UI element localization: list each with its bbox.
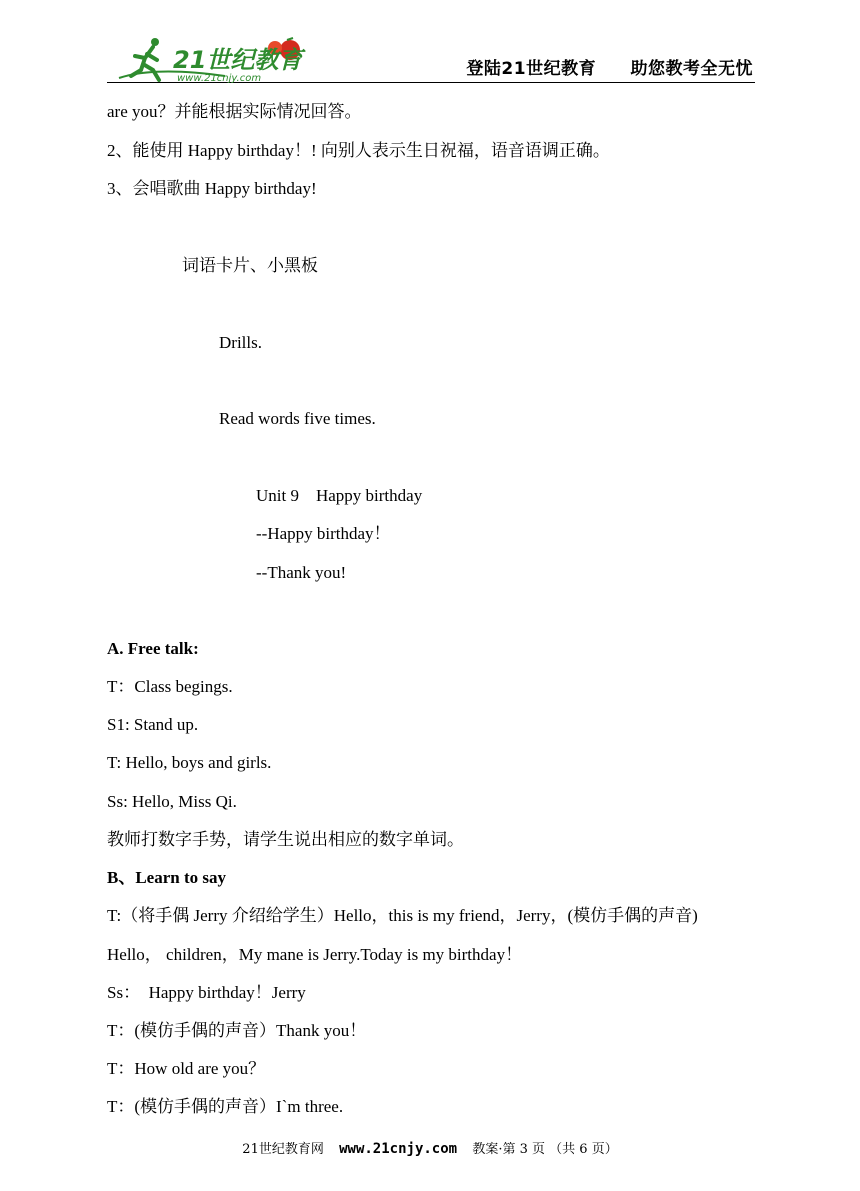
objective-line-3: 3、会唱歌曲 Happy birthday! [107, 179, 317, 198]
dialogue-line: Ss: Hello, Miss Qi. [107, 792, 237, 811]
footer-site: 21世纪教育网 [242, 1142, 324, 1157]
section-learn-to-say-heading: B、Learn to say [107, 868, 226, 887]
logo [115, 36, 315, 84]
slogan-right: 助您教考全无忧 [630, 59, 753, 79]
footer-url: www.21cnjy.com [339, 1141, 458, 1157]
board-line-1: --Happy birthday！ [256, 524, 391, 543]
dialogue-line: S1: Stand up. [107, 715, 199, 734]
dialogue-line: T：(模仿手偶的声音）I`m three. [107, 1097, 344, 1116]
section-free-talk-heading: A. Free talk: [107, 639, 199, 658]
dialogue-line: T:（将手偶 Jerry 介绍给学生）Hello，this is my friend，Jerry，(模仿手偶的声音) [107, 906, 698, 925]
drills-line: Drills. [219, 333, 262, 352]
materials-line: 词语卡片、小黑板 [182, 256, 318, 275]
objective-line-2: 2、能使用 Happy birthday！! 向别人表示生日祝福，语音语调正确。 [107, 141, 610, 160]
board-line-2: --Thank you! [256, 563, 347, 582]
dialogue-line: T: Hello, boys and girls. [107, 753, 272, 772]
page-header [107, 30, 755, 83]
dialogue-line: T：Class begings. [107, 677, 233, 696]
read-words-line: Read words five times. [219, 409, 376, 428]
instruction-line: 教师打数字手势，请学生说出相应的数字单词。 [107, 830, 464, 849]
header-slogan [438, 54, 753, 79]
runner-body-icon [131, 47, 159, 80]
slogan-left: 登陆21世纪教育 [466, 59, 597, 79]
dialogue-line: Ss： Happy birthday！Jerry [107, 983, 306, 1002]
dialogue-line: Hello， children，My mane is Jerry.Today is my birthday！ [107, 945, 523, 964]
logo-url: www.21cnjy.com [177, 73, 262, 84]
logo-text: 21世纪教育 [173, 46, 303, 74]
leaf-icon [287, 38, 293, 40]
board-title-line: Unit 9 Happy birthday [256, 486, 423, 505]
footer-page-info: 教案·第 3 页 （共 6 页） [472, 1142, 618, 1157]
dialogue-line: T：(模仿手偶的声音）Thank you！ [107, 1021, 367, 1040]
objective-line-1: are you？并能根据实际情况回答。 [107, 102, 362, 121]
page-footer [0, 1138, 860, 1157]
dialogue-line: T：How old are you？ [107, 1059, 266, 1078]
runner-head-icon [151, 38, 159, 46]
